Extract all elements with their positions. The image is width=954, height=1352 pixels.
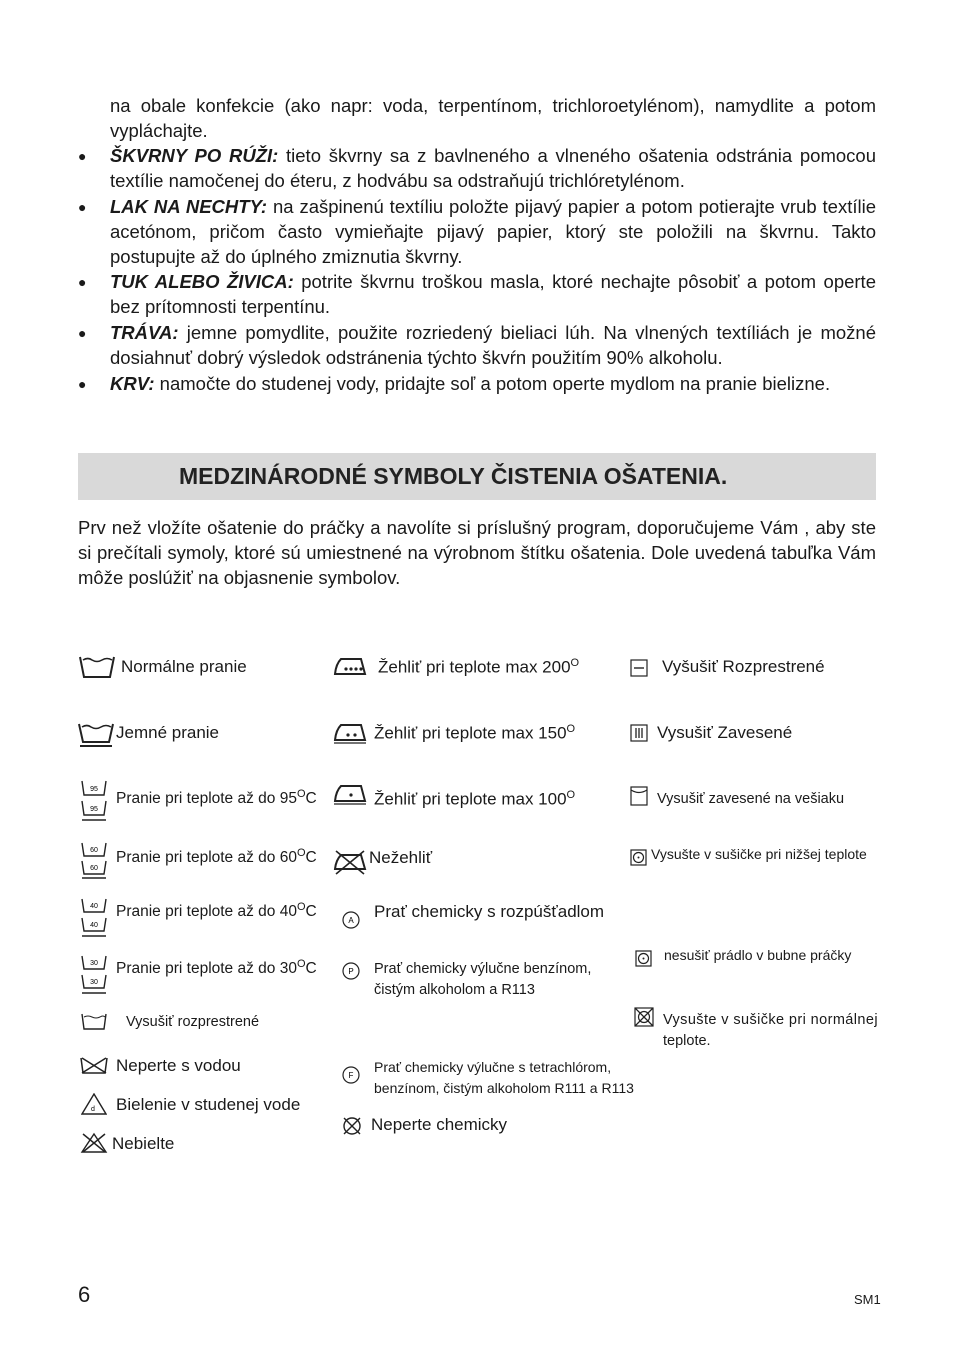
degree-mark: O — [296, 958, 306, 970]
degree-mark: O — [566, 723, 576, 735]
temp-mark: 60 — [90, 865, 98, 872]
bullet-text: jemne pomydlite, použite rozriedený bieliaci lúh. Na vlnených textíliách je možné dosiahnuť dobrý výsledok odstránenia týchto škvŕn použitím 90% alkoholu. — [110, 322, 876, 368]
label-tumble-normal-1: Vysušte v sušičke pri normálnej — [663, 1012, 878, 1028]
bullet-dot: ● — [78, 199, 87, 215]
label-text: Žehliť pri teplote max 200 — [378, 657, 571, 677]
label-text: Pranie pri teplote až do 40 — [116, 903, 297, 921]
label-wash-95 — [116, 788, 317, 808]
bullet-keyword: LAK NA NECHTY: — [110, 196, 268, 217]
label-normal-wash: Normálne pranie — [121, 657, 247, 676]
wash-30-icon — [81, 955, 107, 995]
label-dry-hanger: Vysušiť zavesené na vešiaku — [657, 791, 845, 807]
dry-flat-tub-icon — [81, 1013, 107, 1031]
bullet-grass — [110, 320, 876, 370]
degree-mark: O — [296, 847, 306, 859]
bullet-dot: ● — [78, 325, 87, 341]
temp-mark: 95 — [90, 806, 98, 813]
bullet-keyword: KRV: — [110, 373, 155, 394]
degree-mark: O — [570, 657, 580, 669]
dry-clean-p-icon — [342, 962, 360, 980]
section-title: MEDZINÁRODNÉ SYMBOLY ČISTENIA OŠATENIA. — [179, 463, 728, 489]
iron-3dots-icon — [333, 656, 367, 676]
bullet-keyword: TRÁVA: — [110, 322, 179, 343]
label-no-dry-clean: Neperte chemicky — [371, 1115, 508, 1134]
label-wash-60 — [116, 847, 317, 867]
label-gentle-wash: Jemné pranie — [116, 723, 220, 742]
label-iron-200 — [378, 657, 579, 678]
label-dry-flat: Vysušiť rozprestrené — [126, 1014, 260, 1030]
label-dry-clean-p-2: čistým alkoholom a R113 — [374, 982, 535, 998]
label-tumble-low: Vysušte v sušičke pri nižšej teplote — [651, 846, 867, 862]
bullet-nail-polish — [110, 194, 876, 269]
label-no-iron: Nežehliť — [369, 848, 433, 867]
wash-95-icon — [81, 780, 107, 822]
no-dry-clean-icon — [342, 1116, 362, 1136]
label-iron-100 — [374, 789, 575, 810]
bullet-rose-stains — [110, 143, 876, 193]
iron-2dots-icon — [333, 722, 367, 744]
page-number: 6 — [78, 1282, 91, 1307]
temp-mark: 40 — [90, 903, 98, 910]
doc-code: SM1 — [854, 1292, 881, 1307]
label-dry-clean-f-2: benzínom, čistým alkoholom R111 a R113 — [374, 1080, 634, 1096]
washtub-icon — [79, 655, 115, 679]
label-text: Pranie pri teplote až do 95 — [116, 790, 297, 808]
label-dry-clean-p-1: Prať chemicky výlučne benzínom, — [374, 961, 592, 977]
intro-continuation: na obale konfekcie (ako napr: voda, terpentínom, trichloroetylénom), namydlite a potom vypláchajte. — [110, 95, 876, 141]
bleach-triangle-icon — [81, 1093, 107, 1115]
line-dry-icon — [630, 786, 648, 806]
tumble-normal-icon — [634, 1007, 654, 1027]
bullet-dot: ● — [78, 376, 87, 392]
unit: C — [305, 903, 317, 921]
label-text: Žehliť pri teplote max 150 — [374, 723, 567, 743]
temp-mark: 30 — [90, 979, 98, 986]
label-no-bleach: Nebielte — [112, 1134, 175, 1153]
label-dry-clean-solvent: Prať chemicky s rozpúšťadlom — [374, 902, 605, 921]
section-header — [78, 453, 876, 500]
section-intro: Prv než vložíte ošatenie do práčky a navolíte si príslušný program, doporučujeme Vám , aby ste si prečítali symoly, ktoré sú umiestnené na výrobnom štítku ošatenia. Dole uvedená tabuľka Vám môže poslúžiť na objasnenie symbolov. — [78, 517, 876, 588]
no-tumble-icon — [635, 950, 652, 967]
label-text: Pranie pri teplote až do 30 — [116, 960, 297, 978]
bullet-text: namočte do studenej vody, pridajte soľ a potom operte mydlom na pranie bielizne. — [154, 373, 831, 394]
washtub-gentle-icon — [78, 722, 114, 748]
unit: C — [305, 849, 317, 867]
wash-40-icon — [81, 898, 107, 938]
tumble-low-icon — [630, 849, 647, 866]
label-dry-clean-f-1: Prať chemicky výlučne s tetrachlórom, — [374, 1059, 612, 1075]
bleach-mark: d — [91, 1106, 95, 1113]
dry-clean-mark: P — [348, 967, 354, 976]
bullet-text: potrite škvrnu troškou masla, ktoré nechajte pôsobiť a potom operte bez prítomnosti terpentínu. — [110, 271, 876, 317]
temp-mark: 40 — [90, 922, 98, 929]
no-wash-icon — [80, 1056, 108, 1076]
dry-clean-a-icon — [342, 911, 360, 929]
no-bleach-icon — [80, 1132, 108, 1154]
label-dry-spread: Vyšušiť Rozprestrené — [662, 657, 825, 676]
temp-mark: 30 — [90, 960, 98, 967]
label-no-wash: Neperte s vodou — [116, 1056, 241, 1075]
wash-60-icon — [81, 842, 107, 880]
dry-clean-mark: A — [348, 916, 354, 925]
degree-mark: O — [296, 901, 306, 913]
dry-clean-mark: F — [348, 1071, 354, 1080]
label-text: Pranie pri teplote až do 60 — [116, 849, 297, 867]
bullet-dot: ● — [78, 148, 87, 164]
temp-mark: 95 — [90, 786, 98, 793]
dry-spread-icon — [630, 659, 648, 677]
label-dry-hang: Vysušiť Zavesené — [657, 723, 793, 742]
label-no-tumble: nesušiť prádlo v bubne práčky — [664, 947, 852, 963]
bullet-dot: ● — [78, 274, 87, 290]
label-text: Žehliť pri teplote max 100 — [374, 789, 567, 809]
bullet-keyword: ŠKVRNY PO RÚŽI: — [110, 145, 279, 166]
bullet-text: na zašpinenú textíliu položte pijavý papier a potom potierajte vrub textílie acetónom, pričom často vymieňajte pijavý papier, ktorý ste položili na škvrnu. Takto postupujte až do úplného zmiznutia škvrny. — [110, 196, 876, 267]
bullet-blood — [110, 371, 890, 396]
degree-mark: O — [566, 789, 576, 801]
unit: C — [305, 790, 317, 808]
degree-mark: O — [296, 788, 306, 800]
no-iron-icon — [333, 849, 367, 875]
label-wash-40 — [116, 901, 317, 921]
bullet-grease-resin — [110, 269, 876, 319]
dry-clean-f-icon — [342, 1066, 360, 1084]
label-bleach-cold: Bielenie v studenej vode — [116, 1095, 301, 1114]
unit: C — [305, 960, 317, 978]
temp-mark: 60 — [90, 847, 98, 854]
label-tumble-normal-2: teplote. — [663, 1033, 711, 1049]
bullet-keyword: TUK ALEBO ŽIVICA: — [110, 271, 294, 292]
label-iron-150 — [374, 723, 575, 744]
label-wash-30 — [116, 958, 317, 978]
bullet-text: tieto škvrny sa z bavlneného a vlneného ošatenia odstránia pomocou textílie namočenej do éteru, z hodvábu sa odstraňujú trichlóretylénom. — [110, 145, 876, 191]
iron-1dot-icon — [333, 783, 367, 805]
drip-dry-icon — [630, 724, 648, 742]
